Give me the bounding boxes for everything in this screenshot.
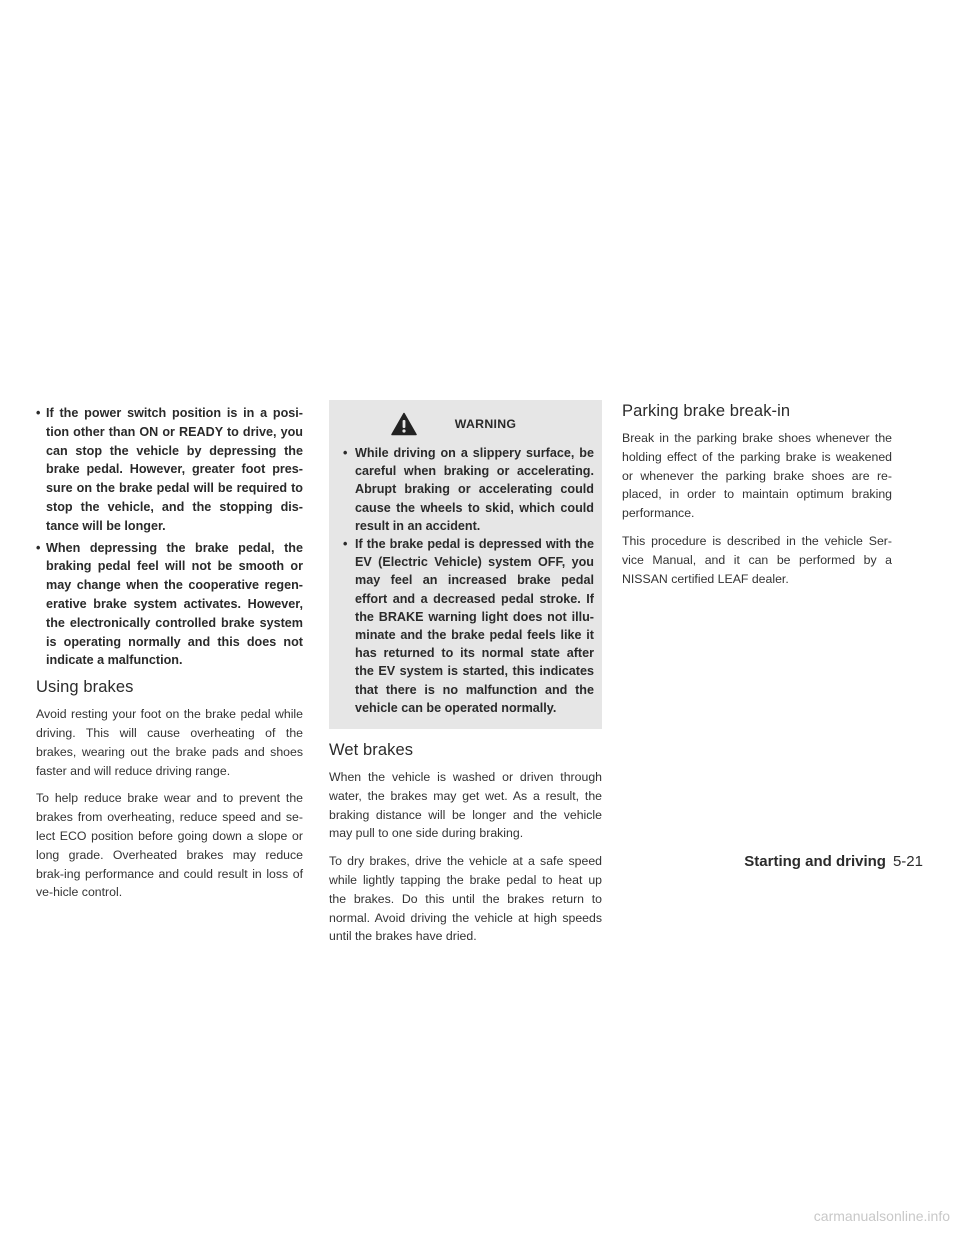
list-item [36,539,303,671]
section-heading-parking-brake: Parking brake break-in [622,402,791,420]
bullet-icon: • [36,540,41,555]
list-item [343,535,594,717]
bullet-text: If the power switch position is in a posi-tion other than ON or READY to drive, you can stop the vehicle by depressing the brake pedal. However, greater foot pres-sure on the brake pedal will be required to stop the vehicle, and the stopping dis-tance will be longer. [46,406,303,533]
paragraph: To dry brakes, drive the vehicle at a safe speed while lightly tapping the brake pedal to heat up the brakes. Do this until the brakes return to normal. Avoid driving the vehicle at high speeds until the brakes have dried. [329,854,602,944]
bullet-icon: • [343,537,348,552]
paragraph: Break in the parking brake shoes whenever the holding effect of the parking brake is weakened or whenever the parking brake shoes are re-placed, in order to maintain optimum braking performance. [622,431,892,521]
right-column [622,404,892,597]
section-heading-wet-brakes: Wet brakes [329,741,414,760]
warning-title: WARNING [454,417,517,431]
caution-list [36,404,303,670]
paragraph: Avoid resting your foot on the brake pedal while driving. This will cause overheating of the brakes, wearing out the brake pads and shoes faster and will reduce driving range. [36,707,303,778]
left-column [36,404,303,911]
bullet-text: If the brake pedal is depressed with the EV (Electric Vehicle) system OFF, you may feel an increased brake pedal effort and a decreased pedal stroke. If the BRAKE warning light does not illu-minate and the brake pedal feels like it has returned to its normal state after the EV system is started, this indicates that there is no malfunction and the vehicle can be operated normally. [355,537,594,715]
page-number: 5-21 [892,853,923,870]
warning-box [329,400,602,729]
footer-section-title: Starting and driving [744,853,886,870]
bullet-text: When depressing the brake pedal, the braking pedal feel will not be smooth or may change when the cooperative regen-erative brake system activates. However, the electronically controlled brake system is operating normally and this does not indicate a malfunction. [46,540,303,668]
bullet-text: While driving on a slippery surface, be careful when braking or accelerating. Abrupt braking or accelerating could cause the wheels to skid, which could result in an accident. [355,446,594,533]
bullet-icon: • [343,446,348,460]
warning-list [343,444,594,717]
watermark: carmanualsonline.info [813,1208,950,1224]
list-item [343,444,594,535]
section-heading-using-brakes: Using brakes [36,678,134,697]
paragraph: This procedure is described in the vehicle Ser-vice Manual, and it can be performed by a NISSAN certified LEAF dealer. [622,533,892,586]
warning-header [343,410,594,438]
paragraph: To help reduce brake wear and to prevent the brakes from overheating, reduce speed and se-lect ECO position before going down a slope or long grade. Overheated brakes may reduce brak-ing performance and could result in loss of ve-hicle control. [36,791,303,900]
paragraph: When the vehicle is washed or driven through water, the brakes may get wet. As a result, the braking distance will be longer and the vehicle may pull to one side during braking. [329,770,602,841]
middle-column [329,404,602,955]
warning-triangle-icon [391,412,417,436]
bullet-icon: • [36,406,41,420]
page-footer [744,853,923,870]
list-item [36,404,303,536]
